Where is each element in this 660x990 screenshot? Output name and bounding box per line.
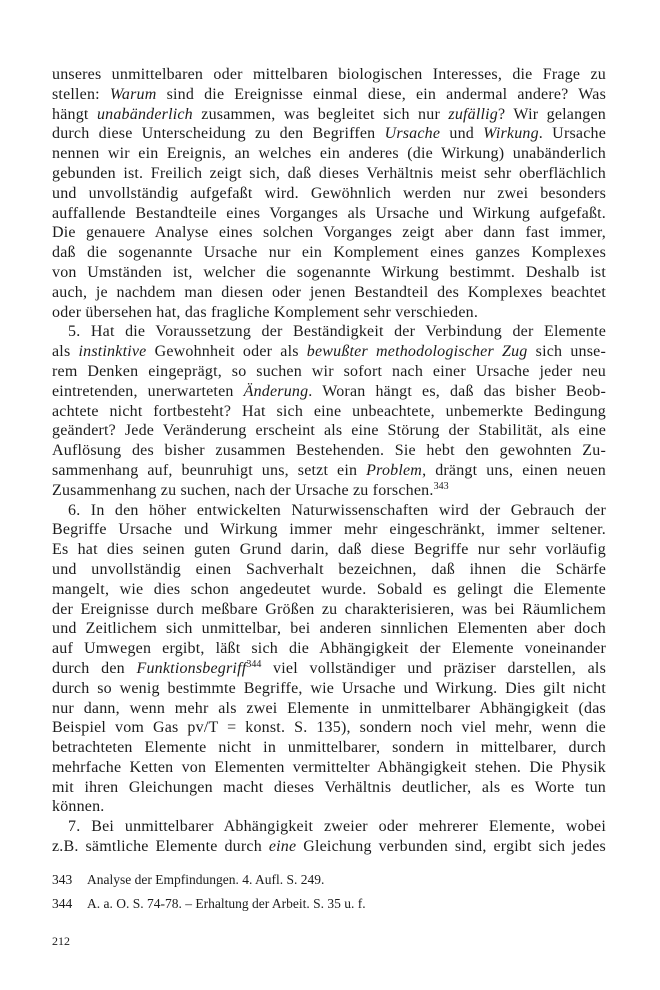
paragraph: [52, 322, 606, 500]
text-run: Es hat dies seinen guten Grund darin, daß diese Begriffe nur sehr vorläufig: [52, 541, 606, 559]
line-text: [52, 244, 606, 261]
italic-emphasis: Problem: [366, 461, 423, 479]
text-run: z.B. sämtliche Elemente durch: [52, 838, 269, 856]
text-line: [52, 402, 606, 422]
text-line: [52, 382, 606, 402]
text-run: nur dann, wenn mehr als zwei Elemente in unmittelbarer Abhängigkeit (das: [52, 699, 606, 717]
text-line: [52, 797, 606, 817]
line-text: [52, 224, 606, 241]
line-text: [52, 165, 606, 182]
line-text: [52, 700, 606, 717]
text-line: [52, 481, 606, 501]
footnote-text: A. a. O. S. 74-78. – Erhaltung der Arbeit. S. 35 u. f.: [87, 896, 366, 911]
text-run: Begriffe Ursache und Wirkung immer mehr eingeschränkt, immer seltener.: [52, 521, 606, 539]
line-text: [52, 383, 606, 400]
text-line: [52, 263, 606, 283]
line-text: [52, 363, 606, 380]
text-line: [52, 65, 606, 85]
line-text: [52, 779, 606, 796]
text-line: [52, 164, 606, 184]
text-run: Gewohnheit oder als: [146, 343, 307, 361]
text-line: [52, 303, 606, 323]
footnotes: [52, 870, 606, 918]
line-text: [52, 620, 606, 637]
italic-emphasis: Wirkung: [483, 125, 539, 143]
text-run: sich unse-: [527, 343, 606, 361]
text-line: [52, 758, 606, 778]
line-text: [52, 422, 606, 439]
text-run: auf Umwegen ergibt, läßt sich die Abhängigkeit der Elemente voneinander: [52, 640, 606, 658]
text-run: Die genauere Analyse eines solchen Vorganges zeigt aber dann fast immer,: [52, 224, 606, 242]
text-run: können.: [52, 798, 105, 816]
text-run: eintretenden, unerwarteten: [52, 382, 244, 400]
line-text: [52, 601, 606, 618]
line-text: [52, 86, 606, 103]
text-line: [52, 421, 606, 441]
text-line: [52, 283, 606, 303]
text-run: . Ursache: [538, 125, 606, 143]
text-line: [52, 659, 606, 679]
text-run: . Woran hängt es, daß das bisher Beob-: [308, 382, 606, 400]
text-line: [52, 322, 606, 342]
text-line: [52, 520, 606, 540]
text-run: 6. In den höher entwickelten Naturwissenschaften wird der Gebrauch der: [68, 501, 606, 519]
footnote-text: Analyse der Empfindungen. 4. Aufl. S. 249.: [87, 872, 325, 887]
line-text: [52, 739, 606, 756]
text-run: nennen wir ein Ereignis, an welches ein anderes (die Wirkung) unabänderlich: [52, 145, 606, 163]
text-run: Zusammenhang zu suchen, nach der Ursache zu forschen.: [52, 481, 434, 499]
text-run: ? Wir gelangen: [498, 105, 606, 123]
text-line: [52, 184, 606, 204]
line-text: [52, 264, 606, 281]
text-run: achtete nicht fortbesteht? Hat sich eine unbeachtete, unbemerkte Bedingung: [52, 402, 606, 420]
line-text: [52, 284, 606, 301]
text-line: [52, 204, 606, 224]
line-text: [52, 106, 606, 123]
line-text: [52, 462, 606, 479]
text-run: rem Denken eingeprägt, so suchen wir sofort nach einer Ursache jeder neu: [52, 362, 606, 380]
text-line: [52, 837, 606, 857]
text-run: daß die sogenannte Ursache nur ein Komplement eines ganzes Komplexes: [52, 244, 606, 262]
italic-emphasis: unabänderlich: [96, 105, 193, 123]
paragraph: [52, 501, 606, 818]
text-run: stellen:: [52, 85, 110, 103]
text-run: , drängt uns, einen neuen: [422, 461, 606, 479]
text-run: sammenhang auf, beunruhigt uns, setzt ein: [52, 461, 367, 479]
line-text: [52, 838, 606, 855]
text-run: und unvollständig aufgefaßt wird. Gewöhnlich werden nur zwei besonders: [52, 184, 606, 202]
text-line: [52, 817, 606, 837]
line-text: [52, 541, 606, 558]
text-run: 5. Hat die Voraussetzung der Beständigkeit der Verbindung der Elemente: [68, 323, 606, 341]
text-run: zusammen, was begleitet sich nur: [192, 105, 449, 123]
text-run: durch den: [52, 659, 137, 677]
footnote-344: [52, 894, 606, 914]
text-run: durch diese Unterscheidung zu den Begriffen: [52, 125, 385, 143]
line-text: [52, 125, 606, 142]
text-run: viel vollständiger und präziser darstellen, als: [261, 659, 606, 677]
line-text: [52, 759, 606, 776]
line-text: [52, 719, 606, 736]
italic-emphasis: Warum: [109, 85, 157, 103]
line-text: [52, 205, 606, 222]
line-text: [52, 66, 606, 83]
text-run: Auflösung des bisher zusammen Bestehenden. Sie hebt den gewohnten Zu-: [52, 442, 606, 460]
text-line: [52, 619, 606, 639]
text-line: [52, 243, 606, 263]
footnote-reference: 343: [433, 480, 449, 492]
line-text: [52, 521, 606, 538]
text-line: [52, 718, 606, 738]
text-line: [52, 85, 606, 105]
text-line: [52, 362, 606, 382]
line-text: [52, 798, 105, 815]
italic-emphasis: instinktive: [78, 343, 147, 361]
text-line: [52, 144, 606, 164]
text-line: [52, 679, 606, 699]
text-run: gebunden ist. Freilich zeigt sich, daß dieses Verhältnis meist sehr oberflächlich: [52, 164, 606, 182]
footnote-number: 343: [52, 872, 73, 887]
italic-emphasis: bewußter methodologischer Zug: [306, 343, 528, 361]
line-text: [52, 145, 606, 162]
text-run: unseres unmittelbaren oder mittelbaren biologischen Interesses, die Frage zu: [52, 66, 606, 83]
text-line: [52, 699, 606, 719]
line-text: [68, 818, 606, 835]
text-line: [52, 461, 606, 481]
paragraph: [52, 817, 606, 857]
line-text: [52, 660, 606, 677]
line-text: [52, 343, 606, 360]
italic-emphasis: zufällig: [448, 105, 498, 123]
text-run: und Zeitlichem sich unmittelbar, bei anderen sinnlichen Elementen aber doch: [52, 620, 606, 638]
page-number: 212: [52, 934, 70, 948]
text-run: mit ihren Gleichungen macht dieses Verhältnis deutlicher, als es Worte tun: [52, 778, 606, 796]
italic-emphasis: eine: [268, 838, 297, 856]
text-line: [52, 639, 606, 659]
text-run: hängt: [52, 105, 97, 123]
text-run: mehrfache Ketten von Elementen vermittelter Abhängigkeit stehen. Die Physik: [52, 758, 606, 776]
text-run: von Umständen ist, welcher die sogenannte Wirkung bestimmt. Deshalb ist: [52, 263, 606, 281]
line-text: [52, 640, 606, 657]
text-run: als: [52, 343, 79, 361]
italic-emphasis: Ursache: [384, 125, 441, 143]
text-line: [52, 540, 606, 560]
text-line: [52, 738, 606, 758]
line-text: [52, 442, 606, 459]
line-text: [52, 185, 606, 202]
line-text: [52, 561, 606, 578]
text-run: Beispiel vom Gas pv/T = konst. S. 135), sondern noch viel mehr, wenn die: [52, 719, 606, 737]
text-run: mangelt, wie dies schon angedeutet wurde. Sobald es gelingt die Elemente: [52, 580, 606, 598]
footnote-343: [52, 870, 606, 890]
line-text: [52, 581, 606, 598]
text-run: der Ereignisse durch meßbare Größen zu charakterisieren, was bei Räumlichem: [52, 600, 606, 618]
text-line: [52, 441, 606, 461]
text-line: [52, 501, 606, 521]
text-line: [52, 105, 606, 125]
text-run: Gleichung verbunden sind, ergibt sich jedes: [296, 838, 606, 856]
text-run: und unvollständig einen Sachverhalt bezeichnen, daß ihnen die Schärfe: [52, 560, 606, 578]
italic-emphasis: Funktionsbegriff: [136, 659, 247, 677]
text-run: durch so wenig bestimmte Begriffe, wie Ursache und Wirkung. Dies gilt nicht: [52, 679, 606, 697]
footnote-number: 344: [52, 896, 73, 911]
text-run: auffallende Bestandteile eines Vorganges als Ursache und Wirkung aufgefaßt.: [52, 204, 606, 222]
line-text: [68, 323, 606, 340]
text-run: betrachteten Elemente nicht in unmittelbarer, sondern in mittelbarer, durch: [52, 739, 606, 757]
line-text: [68, 502, 606, 519]
line-text: [52, 403, 606, 420]
text-run: und: [440, 125, 484, 143]
footnote-reference: 344: [246, 658, 262, 670]
paragraph: [52, 65, 606, 322]
text-run: auch, je nachdem man diesen oder jenen Bestandteil des Komplexes beachtet: [52, 283, 606, 301]
text-run: 7. Bei unmittelbarer Abhängigkeit zweier oder mehrerer Elemente, wobei: [68, 818, 606, 836]
text-run: geändert? Jede Veränderung erscheint als eine Störung der Stabilität, als eine: [52, 422, 606, 440]
italic-emphasis: Änderung: [243, 382, 309, 400]
text-run: sind die Ereignisse einmal diese, ein andermal andere? Was: [156, 85, 606, 103]
text-line: [52, 580, 606, 600]
body-text: [52, 65, 606, 857]
text-line: [52, 124, 606, 144]
line-text: [52, 304, 478, 321]
text-line: [52, 778, 606, 798]
line-text: [52, 482, 449, 499]
text-line: [52, 223, 606, 243]
text-line: [52, 600, 606, 620]
text-run: oder übersehen hat, das fragliche Komplement sehr verschieden.: [52, 303, 479, 321]
text-line: [52, 342, 606, 362]
text-line: [52, 560, 606, 580]
line-text: [52, 680, 606, 697]
